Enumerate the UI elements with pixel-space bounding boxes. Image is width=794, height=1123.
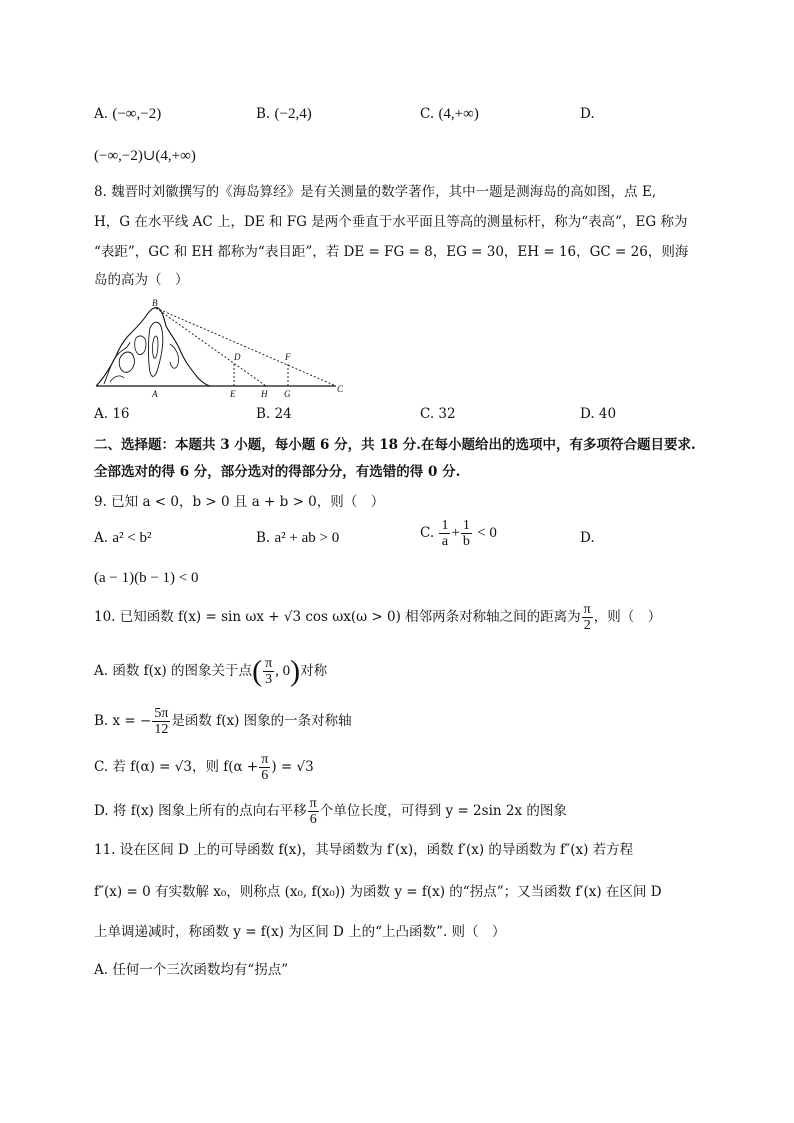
q7-option-d-value: (−∞,−2)∪(4,+∞) — [94, 148, 196, 164]
sight-line-bc — [156, 308, 336, 386]
q7-option-d: D. — [580, 106, 595, 122]
q9-option-d-value: (a − 1)(b − 1) < 0 — [94, 570, 199, 586]
q11-option-a: A. 任何一个三次函数均有“拐点” — [94, 962, 289, 978]
q9-option-b: B. a² + ab > 0 — [256, 530, 340, 546]
label-c: C — [337, 384, 344, 394]
island-cliff — [104, 342, 130, 384]
q8-line-2: H，G 在水平线 AC 上，DE 和 FG 是两个垂直于水平面且等高的测量标杆，称为“表高”，EG 称为 — [94, 214, 688, 230]
island-outline — [96, 307, 210, 386]
q8-line-3: “表距”，GC 和 EH 都称为“表目距”，若 DE = FG = 8，EG = 30，EH = 16，GC = 26，则海 — [94, 244, 689, 260]
q8-option-a: A. 16 — [94, 406, 130, 422]
island-rock-6 — [110, 376, 124, 382]
section-2-heading-line-2: 全部选对的得 6 分，部分选对的得部分分，有选错的得 0 分. — [94, 464, 461, 480]
island-rock-1 — [119, 352, 134, 372]
q11-line-3: 上单调递减时，称函数 y = f(x) 为区间 D 上的“上凸函数”. 则（ ） — [94, 924, 506, 940]
q8-option-d: D. 40 — [580, 406, 617, 422]
q9-stem: 9. 已知 a < 0，b > 0 且 a + b > 0，则（ ） — [94, 494, 385, 510]
q11-line-2: f″(x) = 0 有实数解 x₀，则称点 (x₀, f(x₀)) 为函数 y = f(x) 的“拐点”；又当函数 f′(x) 在区间 D — [94, 884, 662, 900]
label-g: G — [284, 389, 291, 399]
sight-line-bh — [156, 308, 266, 386]
island-rock-4 — [135, 336, 146, 355]
q7-option-c: C. (4,+∞) — [420, 106, 479, 122]
q9-option-a: A. a² < b² — [94, 530, 152, 546]
q8-line-4: 岛的高为（ ） — [94, 272, 189, 288]
island-rock-5 — [170, 344, 179, 368]
label-e: E — [230, 389, 236, 399]
island-rock-3 — [153, 336, 159, 358]
q10-option-a: A. 函数 f(x) 的图象关于点( $\frac{\pi}{3}$ , 0)对称 — [94, 654, 328, 688]
q9-option-c: C. $\frac{1}{a}$ + $\frac{1}{b}$ < 0 — [420, 518, 497, 549]
label-d: D — [234, 352, 241, 362]
section-2-heading-line-1: 二、选择题：本题共 3 小题，每小题 6 分，共 18 分.在每小题给出的选项中，有多项符合题目要求. — [94, 437, 696, 453]
q10-stem: 10. 已知函数 f(x) = sin ωx + √3 cos ωx(ω > 0) 相邻两条对称轴之间的距离为 $\frac{\pi}{2}$ ，则（ ） — [94, 602, 662, 633]
island-figure — [94, 298, 354, 402]
q7-option-a: A. (−∞,−2) — [94, 106, 162, 122]
q10-option-c: C. 若 f(α) = √3，则 f(α + $\frac{\pi}{6}$ ) = √3 — [94, 752, 314, 783]
island-rock-2 — [149, 322, 163, 376]
q7-option-b: B. (−2,4) — [256, 106, 312, 122]
label-b: B — [152, 298, 158, 308]
q9-option-d: D. — [580, 530, 595, 546]
q10-option-b: B. x = − $\frac{5\pi}{12}$ 是函数 f(x) 图象的一条对称轴 — [94, 706, 352, 737]
label-a: A — [152, 389, 158, 399]
label-h: H — [261, 389, 268, 399]
q11-line-1: 11. 设在区间 D 上的可导函数 f(x)，其导函数为 f′(x)，函数 f′(x) 的导函数为 f″(x) 若方程 — [94, 842, 634, 858]
q8-line-1: 8. 魏晋时刘徽撰写的《海岛算经》是有关测量的数学著作，其中一题是测海岛的高如图，点 E, — [94, 184, 657, 200]
q8-option-c: C. 32 — [420, 406, 456, 422]
label-f: F — [285, 352, 291, 362]
q8-option-b: B. 24 — [256, 406, 292, 422]
q10-option-d: D. 将 f(x) 图象上所有的点向右平移 $\frac{\pi}{6}$ 个单位长度，可得到 y = 2sin 2x 的图象 — [94, 796, 567, 827]
